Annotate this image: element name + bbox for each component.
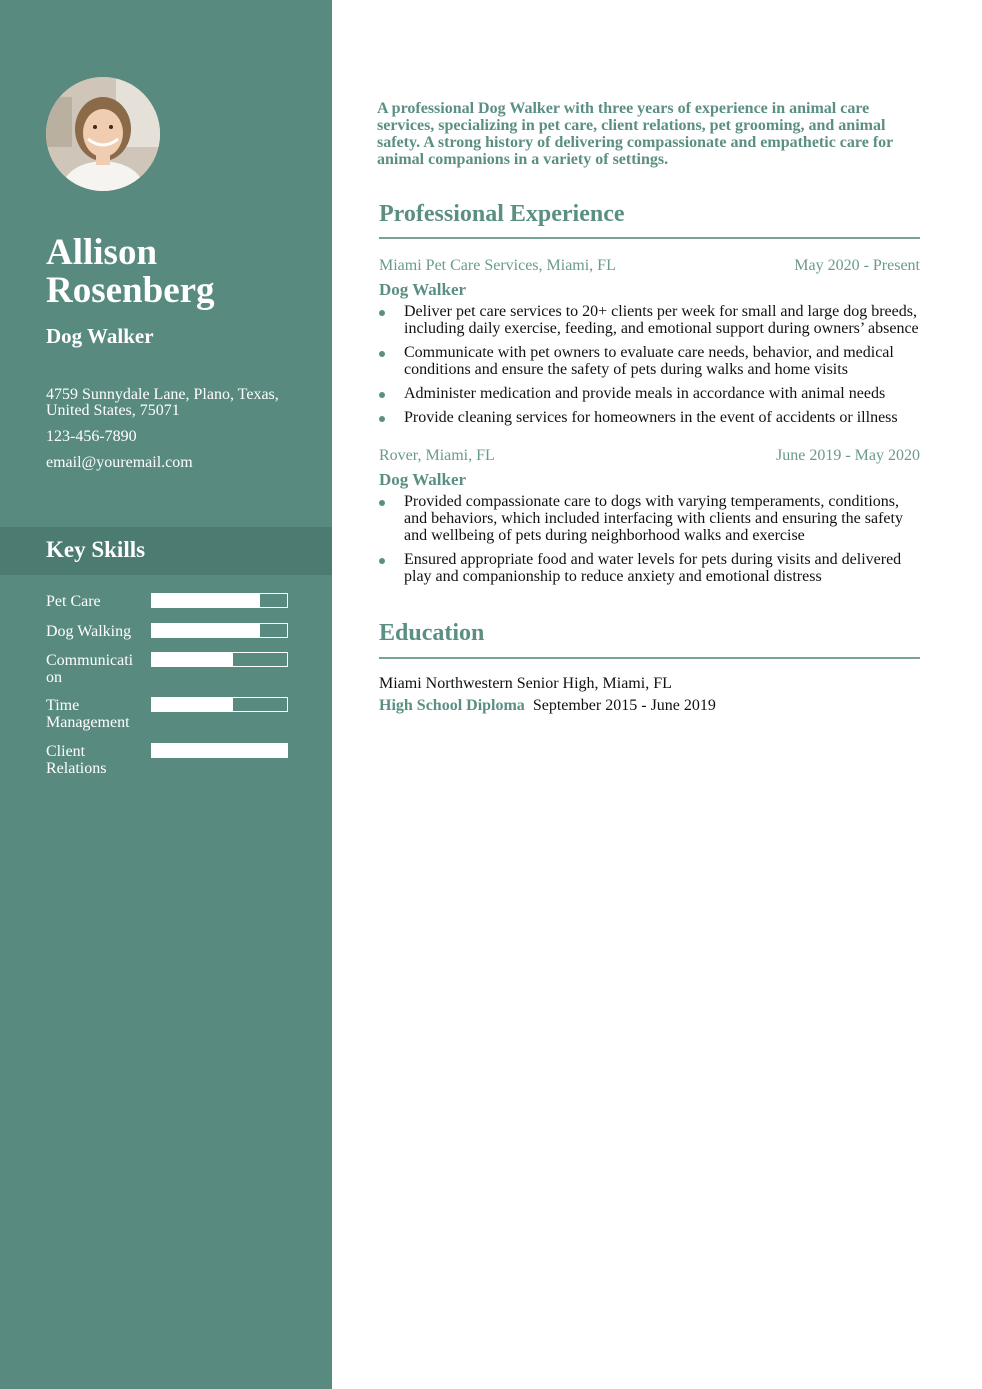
job-role: Dog Walker: [379, 470, 467, 489]
job-bullets: [379, 303, 920, 426]
skill-name: Communication: [46, 652, 134, 686]
skill-bar-fill: [152, 744, 287, 757]
skill-bar-fill: [152, 624, 260, 637]
skill-bar: [151, 593, 288, 608]
candidate-title: Dog Walker: [46, 324, 154, 348]
job-header: [379, 257, 920, 279]
skill-bar: [151, 652, 288, 667]
skills-heading: Key Skills: [46, 537, 146, 562]
sidebar: [0, 0, 332, 1389]
avatar: [46, 77, 160, 191]
contact-address: 4759 Sunnydale Lane, Plano, Texas, United States, 75071: [46, 386, 279, 419]
profile-photo-icon: [46, 77, 160, 191]
list-item: [379, 385, 920, 402]
education-school: Miami Northwestern Senior High, Miami, FL: [379, 675, 672, 692]
bullet-text: Ensured appropriate food and water levels for pets during visits and delivered play and companionship to reduce anxiety and emotional distress: [404, 551, 902, 585]
list-item: [379, 303, 920, 337]
skill-name: Time Management: [46, 697, 130, 731]
education-dates: September 2015 - June 2019: [532, 697, 716, 714]
contact-email: email@youremail.com: [46, 454, 193, 471]
bullet-dot-icon: [379, 351, 385, 357]
contact-phone: 123-456-7890: [46, 428, 137, 445]
bullet-dot-icon: [379, 500, 385, 506]
bullet-text: Deliver pet care services to 20+ clients per week for small and large dog breeds, including daily exercise, feeding, and emotional support during owners’ absence: [404, 303, 919, 337]
section-divider: [379, 237, 920, 239]
education-heading: Education: [379, 620, 485, 646]
job-entry: [379, 257, 920, 433]
profile-summary: A professional Dog Walker with three years of experience in animal care services, specializing in pet care, client relations, pet grooming, and animal safety. A strong history of delivering compassionate and empathetic care for animal companions in a variety of settings.: [377, 100, 893, 168]
job-company: Miami Pet Care Services, Miami, FL: [379, 257, 616, 274]
list-item: [379, 493, 920, 544]
bullet-dot-icon: [379, 310, 385, 316]
bullet-text: Provide cleaning services for homeowners in the event of accidents or illness: [404, 409, 898, 426]
bullet-dot-icon: [379, 558, 385, 564]
job-header: [379, 447, 920, 469]
experience-heading: Professional Experience: [379, 201, 625, 227]
skill-bar-fill: [152, 653, 233, 666]
skill-name: Dog Walking: [46, 623, 132, 640]
bullet-text: Communicate with pet owners to evaluate care needs, behavior, and medical conditions and ensure the safety of pets during walks and home visits: [404, 344, 894, 378]
candidate-name: Allison Rosenberg: [46, 232, 215, 311]
education-degree: High School Diploma: [379, 697, 525, 714]
list-item: [379, 344, 920, 378]
bullet-dot-icon: [379, 416, 385, 422]
bullet-dot-icon: [379, 392, 385, 398]
job-dates: June 2019 - May 2020: [776, 447, 920, 464]
list-item: [379, 551, 920, 585]
skill-bar: [151, 623, 288, 638]
job-dates: May 2020 - Present: [794, 257, 920, 274]
skill-bar-fill: [152, 594, 260, 607]
section-divider: [379, 657, 920, 659]
job-role: Dog Walker: [379, 280, 467, 299]
skill-bar-fill: [152, 698, 233, 711]
education-details: [379, 697, 716, 715]
skill-bar: [151, 697, 288, 712]
job-company: Rover, Miami, FL: [379, 447, 495, 464]
main-content: [332, 0, 982, 1389]
list-item: [379, 409, 920, 426]
skill-name: Client Relations: [46, 743, 107, 777]
skill-bar: [151, 743, 288, 758]
skills-header: [0, 527, 332, 575]
job-bullets: [379, 493, 920, 585]
skill-name: Pet Care: [46, 593, 101, 610]
bullet-text: Administer medication and provide meals in accordance with animal needs: [404, 385, 886, 402]
job-entry: [379, 447, 920, 592]
bullet-text: Provided compassionate care to dogs with varying temperaments, conditions, and behaviors, which included interfacing with clients and ensuring the safety and wellbeing of pets during neighborhood walks and exercise: [404, 493, 903, 544]
